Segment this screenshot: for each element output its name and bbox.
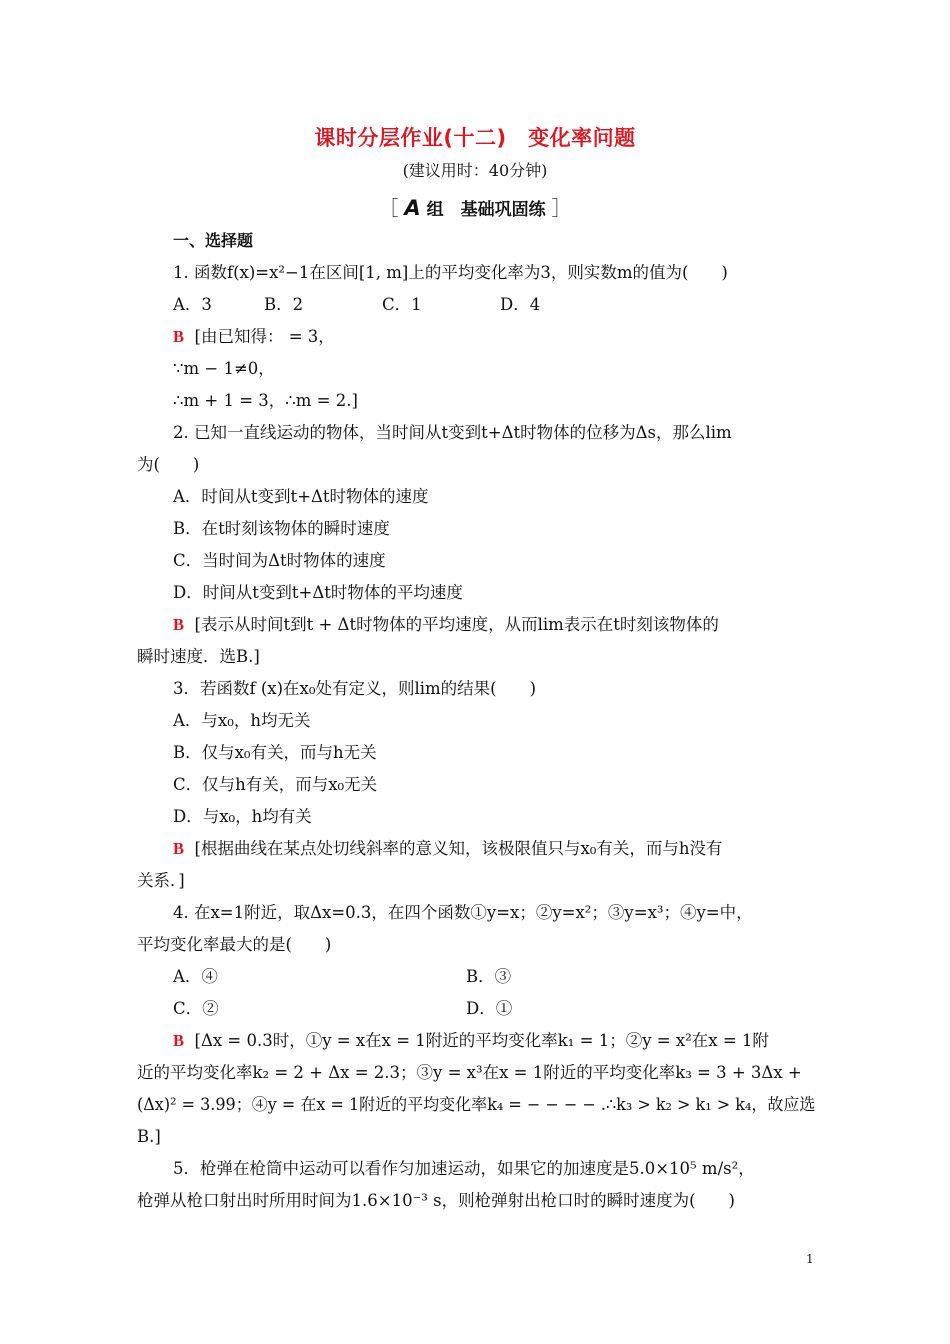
q4-explain-1: [Δx = 0.3时，①y = x在x = 1附近的平均变化率k₁ = 1；②y = x²在x = 1附: [194, 1031, 769, 1050]
page-subtitle: (建议用时：40分钟): [402, 161, 548, 180]
q4-explain-3: (Δx)² = 3.99；④y = 在x = 1附近的平均变化率k₄ = − − − − .∴k₃ > k₂ > k₁ > k₄，故应选: [137, 1095, 816, 1114]
q4-explain-4: B.]: [137, 1127, 161, 1146]
page-number: 1: [806, 1252, 814, 1266]
q4-stem-1: 4. 在x=1附近，取Δx=0.3，在四个函数①y=x；②y=x²；③y=x³；④y=中，: [173, 903, 753, 922]
q1-option-c: C．1: [382, 295, 422, 314]
q5-stem-2: 枪弹从枪口射出时所用时间为1.6×10⁻³ s，则枪弹射出枪口时的瞬时速度为( ): [137, 1191, 735, 1210]
q3-explain-2: 关系．]: [137, 871, 185, 890]
q5-stem-1: 5．枪弹在枪筒中运动可以看作匀加速运动，如果它的加速度是5.0×10⁵ m/s²，: [173, 1159, 755, 1178]
q3-option-c: C．仅与h有关，而与x₀无关: [173, 775, 378, 794]
q3-stem: 3．若函数f (x)在x₀处有定义，则lim的结果( ): [173, 679, 537, 698]
q2-explain-1: [表示从时间t到t + Δt时物体的平均速度，从而lim表示在t时刻该物体的: [194, 615, 719, 634]
q4-option-a: A．④: [173, 967, 218, 986]
q4-option-c: C．②: [173, 999, 219, 1018]
q4-answer: B: [173, 1031, 185, 1050]
q2-option-a: A．时间从t变到t+Δt时物体的速度: [173, 487, 429, 506]
group-label: 组 基础巩固练: [426, 200, 546, 220]
q3-answer-line: [173, 838, 723, 860]
q2-option-c: C．当时间为Δt时物体的速度: [173, 551, 386, 570]
q1-explain-1: [由已知得： = 3，: [194, 327, 335, 346]
q3-explain-1: [根据曲线在某点处切线斜率的意义知，该极限值只与x₀有关，而与h没有: [194, 839, 723, 858]
q4-explain-2: 近的平均变化率k₂ = 2 + Δx = 2.3；③y = x³在x = 1附近的平均变化率k₃ = 3 + 3Δx +: [137, 1063, 802, 1082]
group-bracket-open: ［: [378, 196, 399, 220]
q3-option-d: D．与x₀，h均有关: [173, 807, 312, 826]
q1-option-b: B．2: [264, 295, 304, 314]
q2-option-b: B．在t时刻该物体的瞬时速度: [173, 519, 390, 538]
q1-answer: B: [173, 327, 185, 346]
group-letter: A: [404, 196, 421, 220]
q4-option-b: B．③: [466, 967, 512, 986]
q2-stem-2: 为( ): [137, 455, 200, 474]
q4-answer-line: [173, 1030, 769, 1052]
q2-stem-1: 2. 已知一直线运动的物体，当时间从t变到t+Δt时物体的位移为Δs，那么lim: [173, 423, 732, 442]
q1-option-d: D．4: [500, 295, 541, 314]
q1-answer-line: [173, 326, 335, 348]
q1-explain-3: ∴m + 1 = 3，∴m = 2.]: [173, 391, 358, 410]
q1-stem: 1. 函数f(x)=x²−1在区间[1, m]上的平均变化率为3，则实数m的值为( ): [173, 263, 728, 282]
section-heading: 一、选择题: [173, 231, 254, 250]
page-title: 课时分层作业(十二) 变化率问题: [314, 126, 636, 150]
q2-answer: B: [173, 615, 185, 634]
q3-option-b: B．仅与x₀有关，而与h无关: [173, 743, 377, 762]
q4-stem-2: 平均变化率最大的是( ): [137, 935, 332, 954]
q2-answer-line: [173, 614, 719, 636]
q1-explain-2: ∵m − 1≠0，: [173, 359, 275, 378]
q3-answer: B: [173, 839, 185, 858]
q2-option-d: D．时间从t变到t+Δt时物体的平均速度: [173, 583, 463, 602]
group-bracket-close: ］: [551, 196, 572, 220]
q4-option-d: D．①: [466, 999, 513, 1018]
group-heading: [0, 192, 950, 221]
q2-explain-2: 瞬时速度．选B.]: [137, 647, 260, 666]
q1-option-a: A．3: [173, 295, 212, 314]
q3-option-a: A．与x₀，h均无关: [173, 711, 311, 730]
